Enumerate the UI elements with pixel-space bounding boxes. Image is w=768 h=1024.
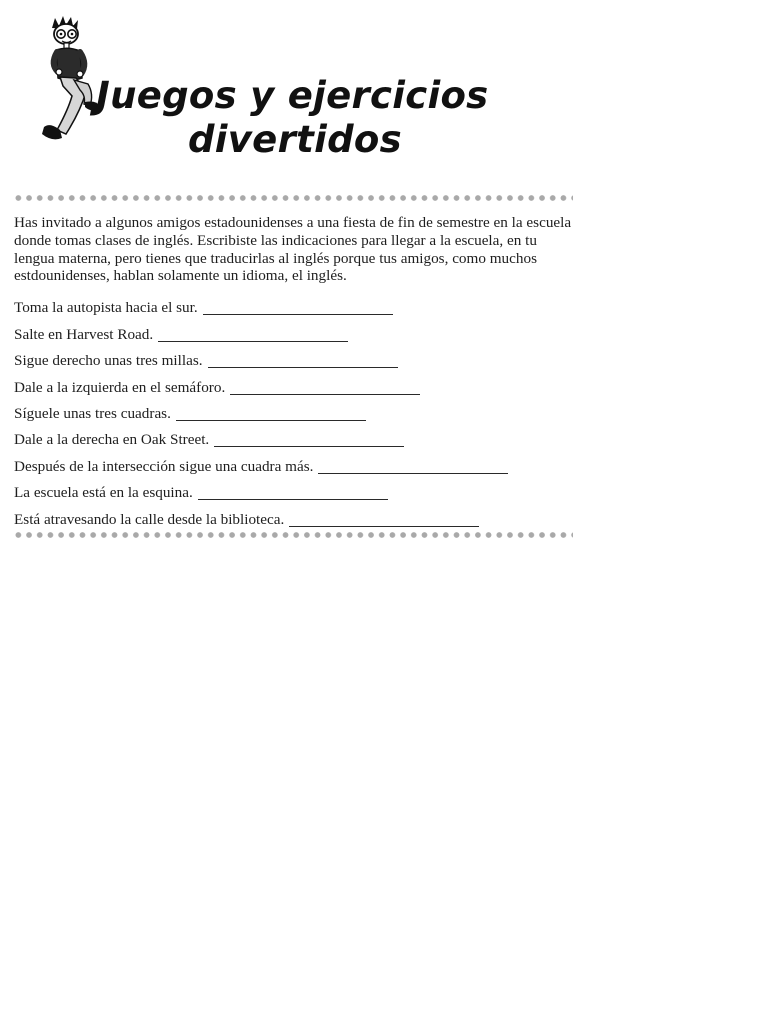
instructions-paragraph: Has invitado a algunos amigos estadounidenses a una fiesta de fin de semestre en la escuela donde tomas clases de inglés. Escribiste las indicaciones para llegar a la escuela, en tu lengua materna, pero tienes que traducirlas al inglés porque tus amigos, como muchos estdounidenses, hablan solamente un idioma, el inglés. — [14, 214, 572, 285]
exercise-item — [14, 398, 614, 424]
exercise-prompt: Está atravesando la calle desde la biblioteca. — [14, 510, 285, 528]
exercise-item — [14, 292, 614, 318]
title-line-1: Juegos y ejercicios — [96, 74, 489, 117]
answer-blank[interactable] — [289, 510, 479, 527]
exercise-prompt: Síguele unas tres cuadras. — [14, 404, 171, 422]
translation-exercise-list — [14, 292, 614, 530]
answer-blank[interactable] — [158, 325, 348, 342]
exercise-prompt: Después de la intersección sigue una cuadra más. — [14, 457, 314, 475]
exercise-item — [14, 371, 614, 397]
answer-blank[interactable] — [214, 430, 404, 447]
answer-blank[interactable] — [198, 483, 388, 500]
exercise-prompt: La escuela está en la esquina. — [14, 484, 193, 502]
answer-blank[interactable] — [318, 457, 508, 474]
page-header — [0, 0, 768, 180]
answer-blank[interactable] — [208, 351, 398, 368]
dotted-divider-top — [13, 194, 573, 202]
exercise-item — [14, 424, 614, 450]
exercise-prompt: Sigue derecho unas tres millas. — [14, 352, 203, 370]
exercise-item — [14, 318, 614, 344]
exercise-item — [14, 450, 614, 476]
exercise-prompt: Dale a la izquierda en el semáforo. — [14, 378, 226, 396]
page-title — [96, 74, 516, 162]
exercise-item — [14, 345, 614, 371]
answer-blank[interactable] — [230, 378, 420, 395]
exercise-item — [14, 503, 614, 529]
title-line-2: divertidos — [188, 118, 402, 161]
dotted-divider-bottom — [13, 531, 573, 539]
exercise-item — [14, 477, 614, 503]
answer-blank[interactable] — [176, 404, 366, 421]
exercise-prompt: Toma la autopista hacia el sur. — [14, 299, 198, 317]
exercise-prompt: Salte en Harvest Road. — [14, 325, 154, 343]
exercise-prompt: Dale a la derecha en Oak Street. — [14, 431, 210, 449]
answer-blank[interactable] — [203, 298, 393, 315]
